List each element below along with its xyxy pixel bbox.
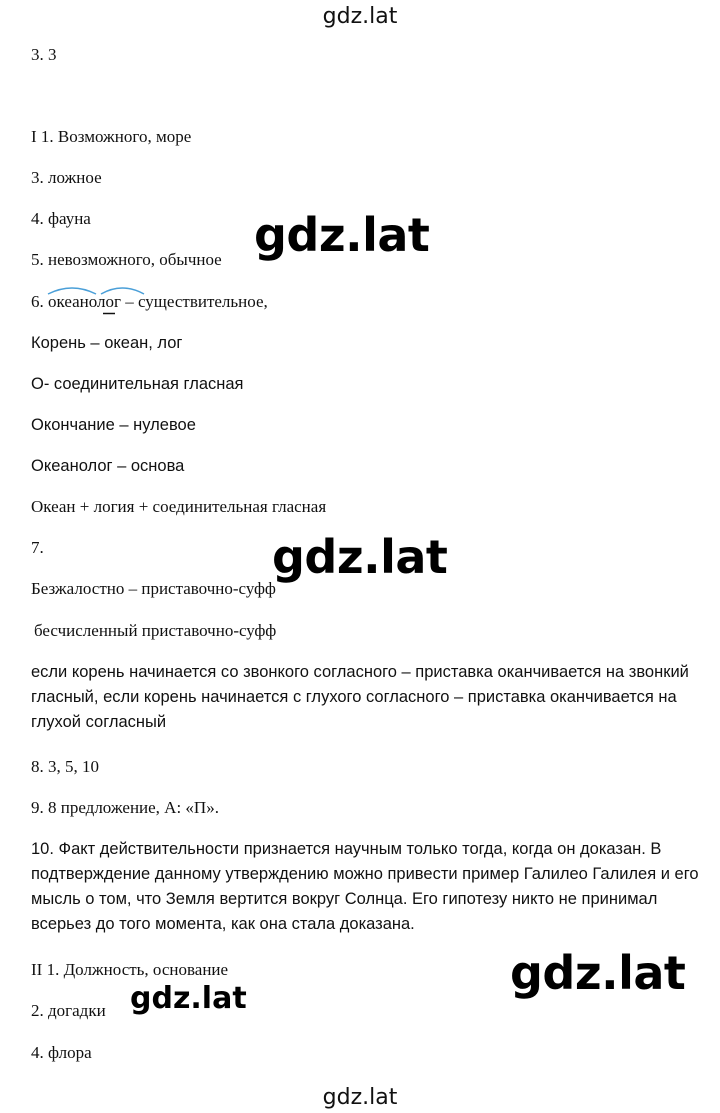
watermark-logo: gdz.lat xyxy=(272,530,448,584)
answer-line: 5. невозможного, обычное xyxy=(31,250,222,269)
answer-line: 7. xyxy=(31,538,44,557)
watermark-logo: gdz.lat xyxy=(130,981,247,1016)
answer-line: Окончание – нулевое xyxy=(31,416,196,434)
answer-line: Океан + логия + соединительная гласная xyxy=(31,497,327,516)
answer-line: 8. 3, 5, 10 xyxy=(31,757,99,776)
answer-paragraph: если корень начинается со звонкого согласного – приставка оканчивается на звонкий гласный, если корень начинается с глухого согласного – приставка оканчивается на глухой согласный xyxy=(31,663,689,731)
connecting-vowel-underline xyxy=(103,312,115,315)
answer-paragraph: 10. Факт действительности признается научным только тогда, когда он доказан. В подтверждение данному утверждению можно привести пример Галилео Галилея и его мысль о том, что Земля вертится вокруг Солнца. Его гипотезу никто не принимал всерьез до того момента, как она стала доказана. xyxy=(31,840,699,933)
answer-line: бесчисленный приставочно-суфф xyxy=(34,621,277,640)
answer-line: Океанолог – основа xyxy=(31,457,185,475)
answer-line: 6. океанолог – существительное, xyxy=(31,292,268,311)
answer-line: Корень – океан, лог xyxy=(31,334,183,352)
answer-line: 3. ложное xyxy=(31,168,102,187)
header-site-watermark: gdz.lat xyxy=(322,4,398,29)
answer-line: 4. флора xyxy=(31,1043,92,1062)
watermark-logo: gdz.lat xyxy=(254,208,430,262)
answer-line: О- соединительная гласная xyxy=(31,375,244,393)
answer-line: I 1. Возможного, море xyxy=(31,127,192,146)
answer-line: 4. фауна xyxy=(31,209,91,228)
answer-line: 2. догадки xyxy=(31,1001,106,1020)
answer-line: Безжалостно – приставочно-суфф xyxy=(31,579,276,598)
footer-site-watermark: gdz.lat xyxy=(322,1085,398,1110)
answer-line: 3. 3 xyxy=(31,45,57,64)
answer-line: II 1. Должность, основание xyxy=(31,960,229,979)
answer-line: 9. 8 предложение, А: «П». xyxy=(31,798,219,817)
watermark-logo: gdz.lat xyxy=(510,946,686,1000)
